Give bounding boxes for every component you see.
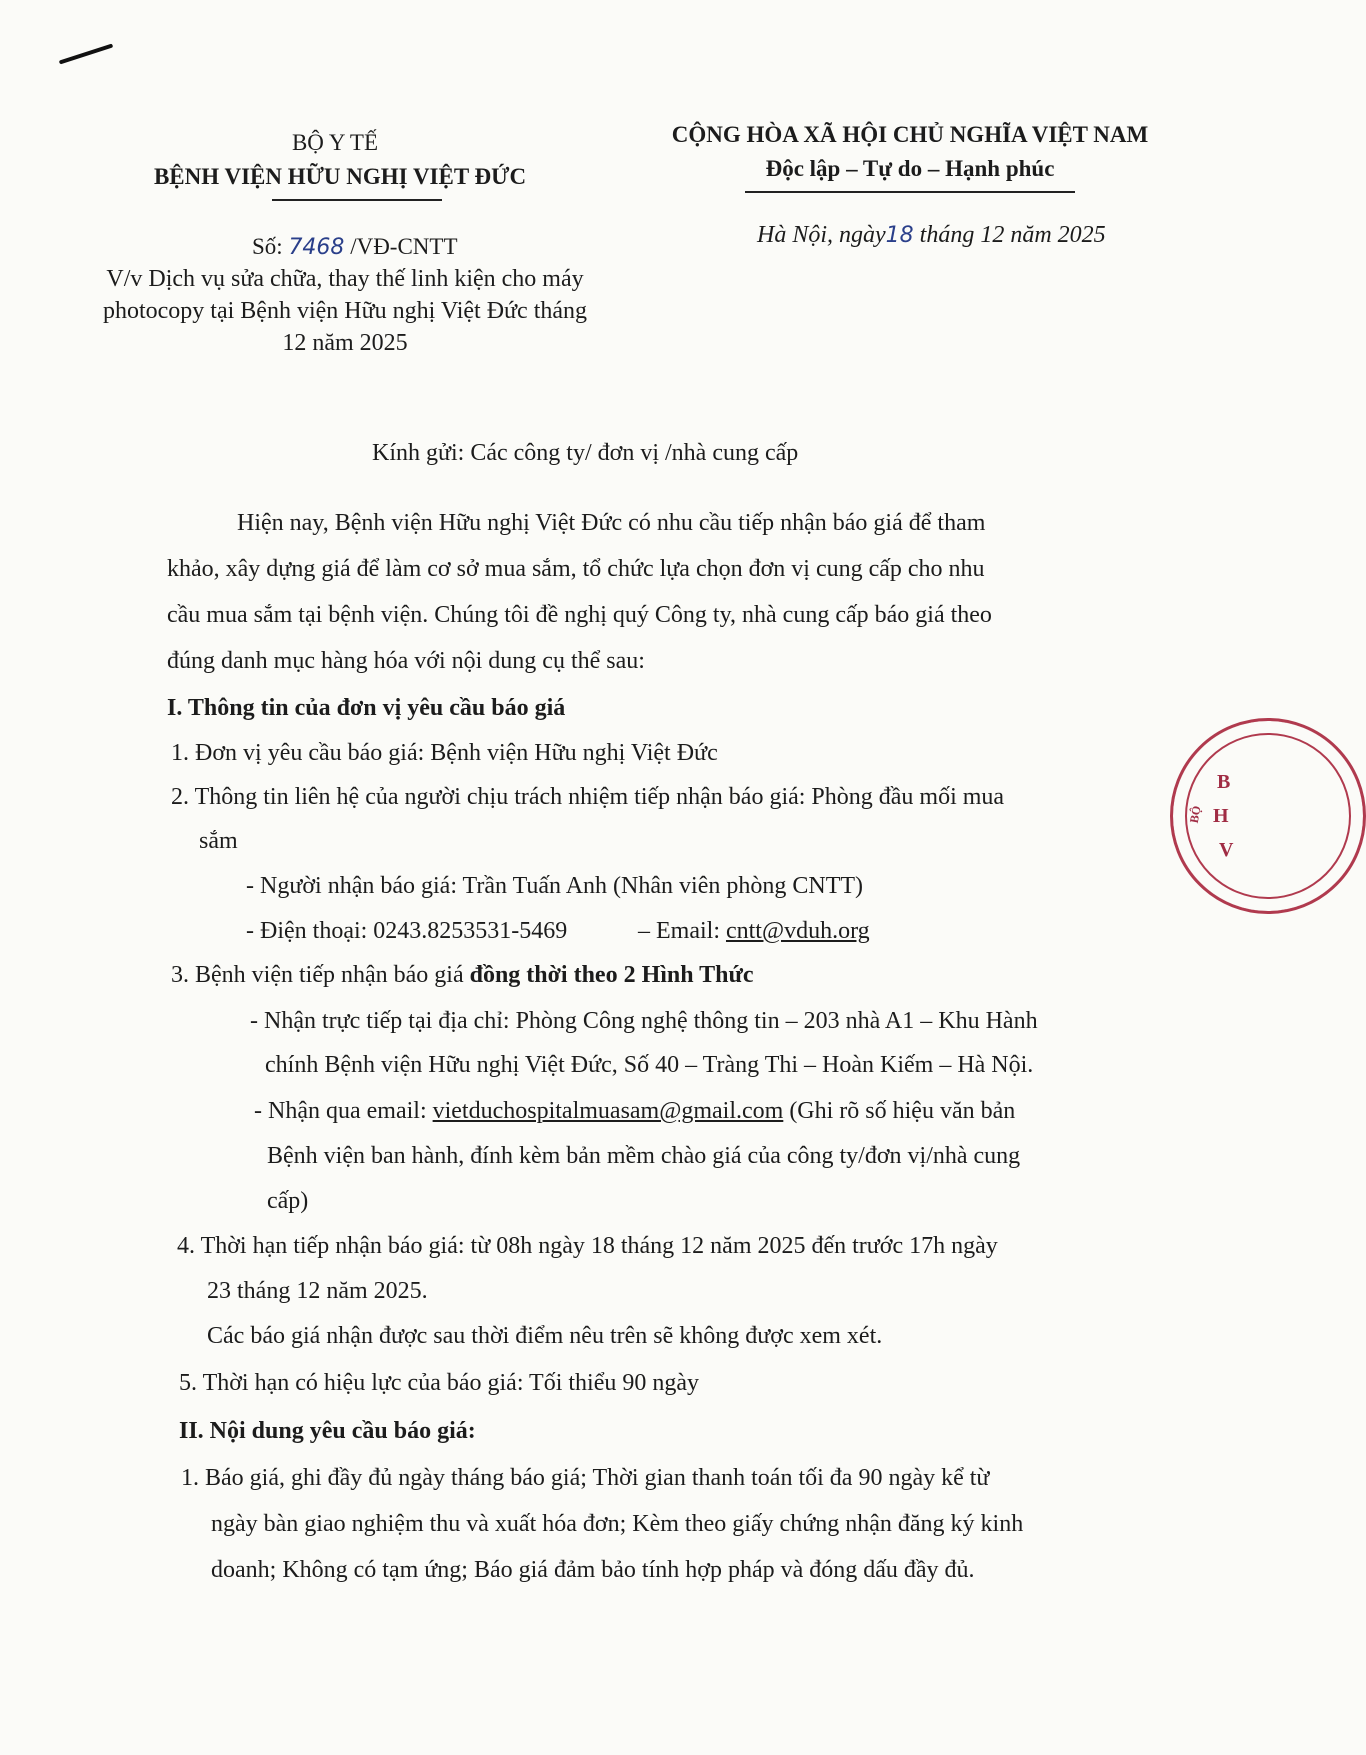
section-1-item-1: 1. Đơn vị yêu cầu báo giá: Bệnh viện Hữu nghị Việt Đức — [171, 740, 718, 766]
pen-mark — [59, 43, 113, 64]
intro-line-3: cầu mua sắm tại bệnh viện. Chúng tôi đề nghị quý Công ty, nhà cung cấp báo giá theo — [167, 602, 992, 628]
seal-letter-2: H — [1213, 805, 1229, 827]
motto: Độc lập – Tự do – Hạnh phúc — [765, 156, 1055, 181]
section-1-item-2-line-2: sắm — [199, 828, 238, 854]
official-seal — [1170, 718, 1366, 914]
section-1-item-4-line-1: 4. Thời hạn tiếp nhận báo giá: từ 08h ngày 18 tháng 12 năm 2025 đến trước 17h ngày — [177, 1233, 998, 1259]
section-1-item-4-line-3: Các báo giá nhận được sau thời điểm nêu trên sẽ không được xem xét. — [207, 1323, 883, 1349]
ministry-name: BỘ Y TẾ — [291, 130, 379, 155]
seal-letter-3: V — [1219, 839, 1234, 861]
hospital-name: BỆNH VIỆN HỮU NGHỊ VIỆT ĐỨC — [153, 164, 527, 189]
item-3-bold: đồng thời theo 2 Hình Thức — [469, 962, 754, 988]
email-receive-link[interactable]: vietduchospitalmuasam@gmail.com — [432, 1098, 784, 1124]
receiver-line: - Người nhận báo giá: Trần Tuấn Anh (Nhân viên phòng CNTT) — [246, 873, 864, 899]
doc-number-prefix: Số: — [252, 234, 283, 259]
section-1-item-3 — [171, 962, 754, 989]
date-day-handwritten: 18 — [885, 223, 914, 248]
section-2-title: II. Nội dung yêu cầu báo giá: — [179, 1418, 476, 1444]
email-receive-suffix: (Ghi rõ số hiệu văn bản — [789, 1098, 1016, 1124]
section-1-item-5: 5. Thời hạn có hiệu lực của báo giá: Tối thiểu 90 ngày — [179, 1370, 700, 1396]
intro-line-1: Hiện nay, Bệnh viện Hữu nghị Việt Đức có nhu cầu tiếp nhận báo giá để tham — [237, 510, 986, 536]
email-receive-line-1 — [254, 1098, 1015, 1125]
doc-number-suffix: /VĐ-CNTT — [350, 234, 458, 259]
subject-line-3: 12 năm 2025 — [282, 330, 408, 356]
section-2-item-1-line-1: 1. Báo giá, ghi đầy đủ ngày tháng báo giá; Thời gian thanh toán tối đa 90 ngày kể từ — [181, 1465, 990, 1491]
seal-letter-1: B — [1217, 771, 1231, 793]
subject-line-2: photocopy tại Bệnh viện Hữu nghị Việt Đức tháng — [102, 298, 588, 324]
item-3-prefix: 3. Bệnh viện tiếp nhận báo giá — [171, 962, 464, 988]
subject-line-1: V/v Dịch vụ sửa chữa, thay thế linh kiện cho máy — [106, 266, 584, 292]
intro-line-4: đúng danh mục hàng hóa với nội dung cụ thể sau: — [167, 648, 645, 674]
date-prefix: Hà Nội, ngày — [757, 222, 886, 248]
email-label: – Email: — [638, 918, 720, 944]
header-right-rule — [745, 191, 1075, 193]
phone-line: - Điện thoại: 0243.8253531-5469 — [246, 918, 568, 944]
salutation: Kính gửi: Các công ty/ đơn vị /nhà cung cấp — [372, 440, 799, 466]
direct-address-line-1: - Nhận trực tiếp tại địa chỉ: Phòng Công nghệ thông tin – 203 nhà A1 – Khu Hành — [250, 1008, 1038, 1034]
country-name: CỘNG HÒA XÃ HỘI CHỦ NGHĨA VIỆT NAM — [671, 122, 1149, 147]
section-1-item-2-line-1: 2. Thông tin liên hệ của người chịu trách nhiệm tiếp nhận báo giá: Phòng đầu mối mua — [171, 784, 1005, 810]
section-2-item-1-line-2: ngày bàn giao nghiệm thu và xuất hóa đơn; Kèm theo giấy chứng nhận đăng ký kinh — [211, 1511, 1024, 1537]
intro-line-2: khảo, xây dựng giá để làm cơ sở mua sắm, tổ chức lựa chọn đơn vị cung cấp cho nhu — [167, 556, 985, 582]
direct-address-line-2: chính Bệnh viện Hữu nghị Việt Đức, Số 40 – Tràng Thi – Hoàn Kiếm – Hà Nội. — [265, 1052, 1034, 1078]
email-receive-prefix: - Nhận qua email: — [254, 1098, 427, 1124]
email-receive-line-3: cấp) — [267, 1188, 309, 1214]
seal-letter-4: BỘ — [1186, 804, 1204, 825]
doc-number-handwritten: 7468 — [288, 235, 345, 260]
email-link[interactable]: cntt@vduh.org — [725, 918, 870, 944]
header-left-rule — [272, 199, 442, 201]
doc-number — [252, 234, 458, 260]
document-date — [757, 222, 1106, 249]
email-receive-line-2: Bệnh viện ban hành, đính kèm bản mềm chào giá của công ty/đơn vị/nhà cung — [267, 1143, 1021, 1169]
section-1-title: I. Thông tin của đơn vị yêu cầu báo giá — [167, 695, 566, 721]
section-1-item-4-line-2: 23 tháng 12 năm 2025. — [207, 1278, 428, 1304]
section-2-item-1-line-3: doanh; Không có tạm ứng; Báo giá đảm bảo tính hợp pháp và đóng dấu đầy đủ. — [211, 1557, 975, 1583]
date-suffix: tháng 12 năm 2025 — [919, 222, 1106, 248]
contact-email — [638, 918, 870, 945]
